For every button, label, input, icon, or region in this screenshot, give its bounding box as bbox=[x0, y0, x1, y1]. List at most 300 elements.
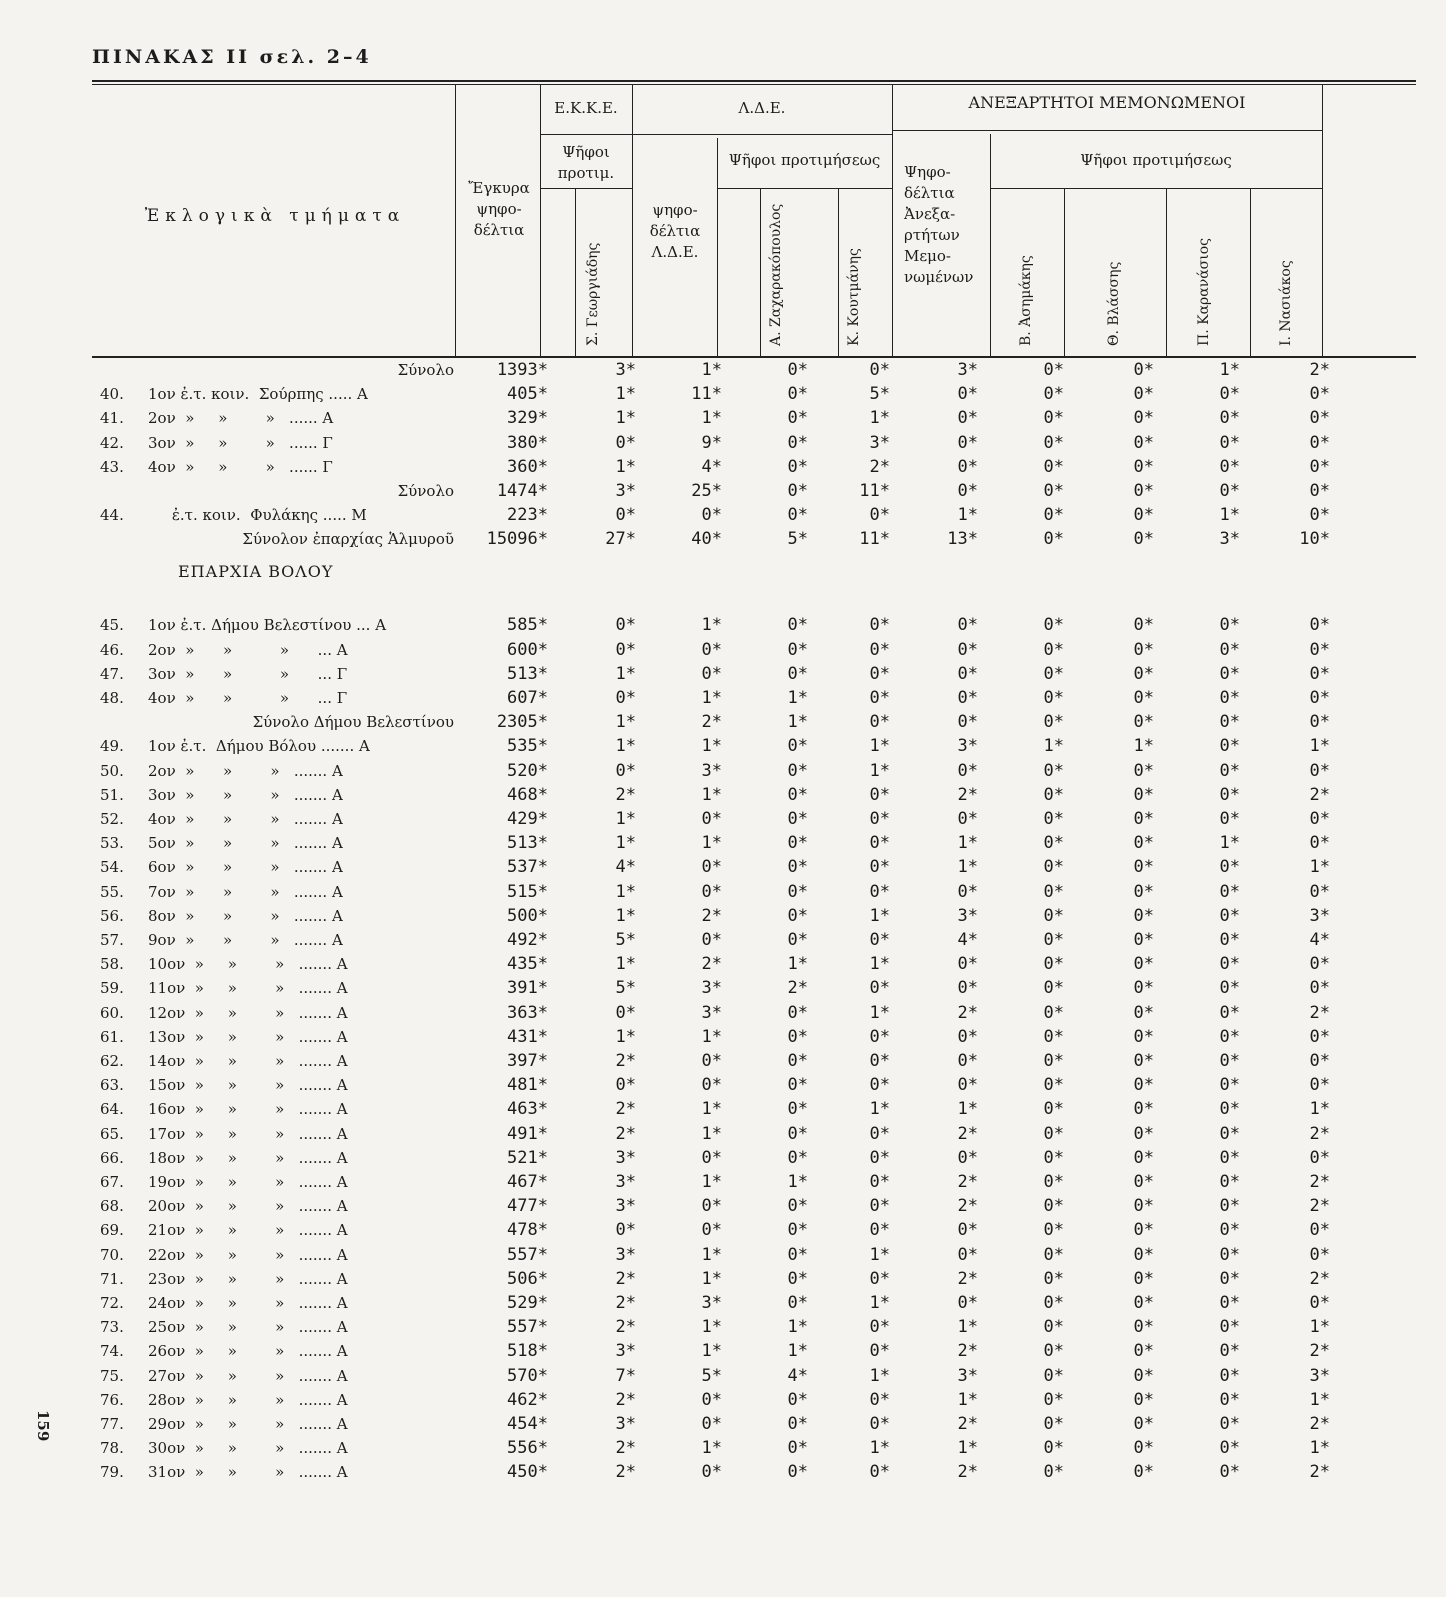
cell-value: 0* bbox=[957, 432, 978, 453]
cell-value: 3* bbox=[701, 760, 722, 781]
cell-value: 9* bbox=[701, 432, 722, 453]
cell-value: 0* bbox=[787, 1413, 808, 1434]
cell-value: 0* bbox=[869, 784, 890, 805]
cell-value: 0* bbox=[1133, 808, 1154, 829]
cell-value: 397* bbox=[507, 1050, 548, 1071]
cell-value: 0* bbox=[869, 360, 890, 380]
cell-value: 450* bbox=[507, 1462, 548, 1483]
cell-value: 0* bbox=[787, 881, 808, 902]
row-label: 3ον » » » ....... Α bbox=[148, 785, 343, 804]
cell-value: 40* bbox=[691, 529, 722, 550]
cell-value: 0* bbox=[787, 1050, 808, 1071]
cell-value: 0* bbox=[1043, 432, 1064, 453]
cell-value: 0* bbox=[869, 1196, 890, 1217]
cell-value: 0* bbox=[1043, 1389, 1064, 1410]
cell-value: 0* bbox=[869, 639, 890, 660]
cell-value: 0* bbox=[701, 929, 722, 950]
col-divider bbox=[760, 188, 761, 356]
cell-value: 0* bbox=[1219, 978, 1240, 999]
row-label: 16ον » » » ....... Α bbox=[148, 1100, 348, 1119]
cell-value: 0* bbox=[787, 808, 808, 829]
cell-value: 2* bbox=[957, 1268, 978, 1289]
cell-value: 0* bbox=[1219, 456, 1240, 477]
cell-value: 1* bbox=[1309, 857, 1330, 878]
cell-value: 3* bbox=[957, 736, 978, 757]
cell-value: 1* bbox=[615, 456, 636, 477]
cell-value: 0* bbox=[701, 1413, 722, 1434]
cell-value: 0* bbox=[701, 663, 722, 684]
header-ind-candidate-2: Θ. Βλάσσης bbox=[1106, 261, 1122, 346]
cell-value: 0* bbox=[1043, 1099, 1064, 1120]
cell-value: 0* bbox=[1309, 663, 1330, 684]
cell-value: 0* bbox=[869, 1147, 890, 1168]
cell-value: 0* bbox=[1043, 360, 1064, 380]
cell-value: 1* bbox=[615, 954, 636, 975]
cell-value: 0* bbox=[1309, 712, 1330, 733]
cell-value: 600* bbox=[507, 639, 548, 660]
cell-value: 1* bbox=[615, 808, 636, 829]
cell-value: 0* bbox=[1043, 1292, 1064, 1313]
row-divider bbox=[632, 134, 892, 135]
cell-value: 3* bbox=[615, 481, 636, 501]
row-label: 15ον » » » ....... Α bbox=[148, 1076, 348, 1095]
cell-value: 0* bbox=[1219, 954, 1240, 975]
cell-value: 0* bbox=[1133, 529, 1154, 550]
cell-value: 0* bbox=[957, 1147, 978, 1168]
cell-value: 4* bbox=[1309, 929, 1330, 950]
cell-value: 1* bbox=[1043, 736, 1064, 757]
row-number: 44. bbox=[100, 506, 124, 525]
row-label: 24ον » » » ....... Α bbox=[148, 1293, 348, 1312]
cell-value: 500* bbox=[507, 905, 548, 926]
header-lde: Λ.Δ.Ε. bbox=[738, 99, 786, 117]
col-divider bbox=[838, 188, 839, 356]
row-number: 67. bbox=[100, 1172, 124, 1191]
header-independents: ΑΝΕΞΑΡΤΗΤΟΙ ΜΕΜΟΝΩΜΕΝΟΙ bbox=[968, 93, 1246, 112]
cell-value: 570* bbox=[507, 1365, 548, 1386]
row-number: 45. bbox=[100, 616, 124, 635]
cell-value: 515* bbox=[507, 881, 548, 902]
cell-value: 2* bbox=[701, 954, 722, 975]
cell-value: 0* bbox=[869, 929, 890, 950]
cell-value: 0* bbox=[869, 833, 890, 854]
cell-value: 0* bbox=[1043, 1220, 1064, 1241]
cell-value: 0* bbox=[1133, 1317, 1154, 1338]
header-ekke-candidate: Σ. Γεωργιάδης bbox=[585, 242, 601, 346]
cell-value: 1* bbox=[787, 1171, 808, 1192]
cell-value: 477* bbox=[507, 1196, 548, 1217]
cell-value: 0* bbox=[1133, 1026, 1154, 1047]
row-number: 71. bbox=[100, 1269, 124, 1288]
cell-value: 0* bbox=[1043, 1317, 1064, 1338]
row-number: 68. bbox=[100, 1197, 124, 1216]
cell-value: 2* bbox=[957, 1171, 978, 1192]
cell-value: 0* bbox=[1133, 360, 1154, 380]
cell-value: 1* bbox=[869, 1438, 890, 1459]
cell-value: 0* bbox=[1219, 736, 1240, 757]
subtotal-label: Σύνολον ἐπαρχίας Ἁλμυροῦ bbox=[242, 530, 454, 549]
cell-value: 0* bbox=[1309, 1075, 1330, 1096]
cell-value: 0* bbox=[1219, 857, 1240, 878]
cell-value: 0* bbox=[1219, 905, 1240, 926]
cell-value: 557* bbox=[507, 1244, 548, 1265]
cell-value: 1* bbox=[957, 1099, 978, 1120]
cell-value: 0* bbox=[869, 712, 890, 733]
cell-value: 5* bbox=[615, 978, 636, 999]
cell-value: 0* bbox=[1133, 978, 1154, 999]
header-ind-pref: Ψῆφοι προτιμήσεως bbox=[1080, 151, 1232, 169]
cell-value: 521* bbox=[507, 1147, 548, 1168]
cell-value: 0* bbox=[957, 456, 978, 477]
cell-value: 3* bbox=[957, 1365, 978, 1386]
cell-value: 3* bbox=[615, 1413, 636, 1434]
row-number: 72. bbox=[100, 1293, 124, 1312]
cell-value: 0* bbox=[1219, 408, 1240, 429]
cell-value: 0* bbox=[1043, 1026, 1064, 1047]
cell-value: 2* bbox=[1309, 1171, 1330, 1192]
cell-value: 3* bbox=[701, 1292, 722, 1313]
row-number: 73. bbox=[100, 1318, 124, 1337]
cell-value: 2* bbox=[1309, 1123, 1330, 1144]
cell-value: 0* bbox=[1219, 1413, 1240, 1434]
cell-value: 3* bbox=[615, 1341, 636, 1362]
row-number: 52. bbox=[100, 809, 124, 828]
cell-value: 1* bbox=[701, 1268, 722, 1289]
cell-value: 0* bbox=[1219, 1438, 1240, 1459]
cell-value: 0* bbox=[1043, 784, 1064, 805]
cell-value: 0* bbox=[869, 1462, 890, 1483]
cell-value: 0* bbox=[1133, 1220, 1154, 1241]
cell-value: 0* bbox=[957, 615, 978, 636]
cell-value: 1* bbox=[701, 1317, 722, 1338]
cell-value: 0* bbox=[1043, 1268, 1064, 1289]
cell-value: 0* bbox=[957, 712, 978, 733]
row-divider bbox=[540, 134, 632, 135]
cell-value: 0* bbox=[1133, 1292, 1154, 1313]
cell-value: 0* bbox=[1043, 905, 1064, 926]
cell-value: 0* bbox=[869, 1123, 890, 1144]
cell-value: 0* bbox=[1133, 760, 1154, 781]
cell-value: 0* bbox=[787, 1438, 808, 1459]
cell-value: 2* bbox=[957, 1123, 978, 1144]
cell-value: 0* bbox=[787, 1389, 808, 1410]
cell-value: 0* bbox=[957, 481, 978, 501]
cell-value: 1* bbox=[615, 663, 636, 684]
cell-value: 0* bbox=[701, 881, 722, 902]
cell-value: 0* bbox=[869, 1026, 890, 1047]
cell-value: 0* bbox=[1133, 833, 1154, 854]
cell-value: 0* bbox=[1219, 1002, 1240, 1023]
cell-value: 0* bbox=[1133, 881, 1154, 902]
header-lde-ballots: ψηφο- δέλτια Λ.Δ.Ε. bbox=[649, 201, 701, 261]
row-label: 5ον » » » ....... Α bbox=[148, 834, 343, 853]
row-number: 61. bbox=[100, 1027, 124, 1046]
cell-value: 0* bbox=[1219, 432, 1240, 453]
row-label: 7ον » » » ....... Α bbox=[148, 882, 343, 901]
row-number: 54. bbox=[100, 858, 124, 877]
cell-value: 0* bbox=[1043, 1341, 1064, 1362]
cell-value: 2* bbox=[1309, 784, 1330, 805]
row-number: 79. bbox=[100, 1463, 124, 1482]
row-label: 4ον » » » ... Γ bbox=[148, 688, 348, 707]
row-label: 3ον » » » ...... Γ bbox=[148, 433, 333, 452]
cell-value: 1393* bbox=[496, 360, 548, 380]
col-divider bbox=[1322, 84, 1323, 356]
row-number: 43. bbox=[100, 457, 124, 476]
row-number: 50. bbox=[100, 761, 124, 780]
cell-value: 478* bbox=[507, 1220, 548, 1241]
cell-value: 1* bbox=[701, 408, 722, 429]
row-label: 21ον » » » ....... Α bbox=[148, 1221, 348, 1240]
cell-value: 435* bbox=[507, 954, 548, 975]
cell-value: 0* bbox=[787, 784, 808, 805]
cell-value: 0* bbox=[787, 1123, 808, 1144]
cell-value: 0* bbox=[787, 1292, 808, 1313]
row-number: 76. bbox=[100, 1390, 124, 1409]
row-number: 49. bbox=[100, 737, 124, 756]
cell-value: 0* bbox=[787, 1462, 808, 1483]
cell-value: 0* bbox=[1043, 456, 1064, 477]
cell-value: 0* bbox=[957, 1292, 978, 1313]
cell-value: 1* bbox=[1309, 1099, 1330, 1120]
row-label: 8ον » » » ....... Α bbox=[148, 906, 343, 925]
row-divider bbox=[892, 130, 1322, 131]
cell-value: 1* bbox=[787, 712, 808, 733]
cell-value: 0* bbox=[1219, 808, 1240, 829]
cell-value: 0* bbox=[1133, 1123, 1154, 1144]
row-number: 60. bbox=[100, 1003, 124, 1022]
cell-value: 0* bbox=[1043, 978, 1064, 999]
top-rule bbox=[92, 80, 1416, 82]
row-number: 57. bbox=[100, 930, 124, 949]
cell-value: 0* bbox=[1309, 505, 1330, 526]
row-divider bbox=[717, 188, 892, 189]
cell-value: 223* bbox=[507, 505, 548, 526]
cell-value: 0* bbox=[1043, 808, 1064, 829]
cell-value: 0* bbox=[957, 384, 978, 405]
cell-value: 0* bbox=[1219, 663, 1240, 684]
cell-value: 11* bbox=[859, 481, 890, 501]
cell-value: 0* bbox=[1043, 687, 1064, 708]
cell-value: 2* bbox=[615, 1317, 636, 1338]
page-title: ΠΙΝΑΚΑΣ ΙΙ σελ. 2–4 bbox=[92, 46, 372, 68]
cell-value: 1* bbox=[701, 833, 722, 854]
cell-value: 0* bbox=[1309, 408, 1330, 429]
top-rule-2 bbox=[92, 84, 1416, 85]
col-divider bbox=[632, 84, 633, 356]
cell-value: 2* bbox=[1309, 1002, 1330, 1023]
cell-value: 11* bbox=[691, 384, 722, 405]
row-label: 3ον » » » ... Γ bbox=[148, 664, 348, 683]
cell-value: 2* bbox=[615, 1292, 636, 1313]
col-divider bbox=[1250, 188, 1251, 356]
cell-value: 0* bbox=[1043, 529, 1064, 550]
row-number: 59. bbox=[100, 979, 124, 998]
row-number: 62. bbox=[100, 1051, 124, 1070]
cell-value: 0* bbox=[1309, 760, 1330, 781]
cell-value: 1* bbox=[1309, 736, 1330, 757]
row-label: 20ον » » » ....... Α bbox=[148, 1197, 348, 1216]
cell-value: 0* bbox=[787, 639, 808, 660]
cell-value: 520* bbox=[507, 760, 548, 781]
cell-value: 0* bbox=[957, 639, 978, 660]
cell-value: 0* bbox=[1043, 954, 1064, 975]
cell-value: 3* bbox=[1309, 905, 1330, 926]
cell-value: 0* bbox=[1219, 1389, 1240, 1410]
cell-value: 0* bbox=[1309, 978, 1330, 999]
cell-value: 3* bbox=[957, 360, 978, 380]
cell-value: 0* bbox=[1309, 615, 1330, 636]
cell-value: 2* bbox=[615, 1050, 636, 1071]
cell-value: 0* bbox=[869, 808, 890, 829]
row-label: 13ον » » » ....... Α bbox=[148, 1027, 348, 1046]
cell-value: 1* bbox=[1309, 1317, 1330, 1338]
cell-value: 1* bbox=[957, 1317, 978, 1338]
cell-value: 3* bbox=[615, 1171, 636, 1192]
cell-value: 3* bbox=[1219, 529, 1240, 550]
section-title: ΕΠΑΡΧΙΑ ΒΟΛΟΥ bbox=[178, 561, 334, 581]
cell-value: 2* bbox=[1309, 1413, 1330, 1434]
cell-value: 0* bbox=[1133, 1147, 1154, 1168]
cell-value: 0* bbox=[1219, 1462, 1240, 1483]
cell-value: 1* bbox=[957, 833, 978, 854]
cell-value: 491* bbox=[507, 1123, 548, 1144]
cell-value: 1* bbox=[1219, 833, 1240, 854]
cell-value: 0* bbox=[615, 432, 636, 453]
cell-value: 0* bbox=[1219, 1099, 1240, 1120]
row-label: 30ον » » » ....... Α bbox=[148, 1439, 348, 1458]
row-number: 70. bbox=[100, 1245, 124, 1264]
cell-value: 1* bbox=[869, 1099, 890, 1120]
cell-value: 0* bbox=[1133, 615, 1154, 636]
cell-value: 467* bbox=[507, 1171, 548, 1192]
row-label: 25ον » » » ....... Α bbox=[148, 1318, 348, 1337]
col-divider bbox=[1166, 188, 1167, 356]
cell-value: 11* bbox=[859, 529, 890, 550]
cell-value: 405* bbox=[507, 384, 548, 405]
cell-value: 0* bbox=[1309, 384, 1330, 405]
row-number: 58. bbox=[100, 955, 124, 974]
cell-value: 537* bbox=[507, 857, 548, 878]
cell-value: 0* bbox=[1219, 784, 1240, 805]
row-label: 18ον » » » ....... Α bbox=[148, 1148, 348, 1167]
cell-value: 3* bbox=[701, 1002, 722, 1023]
row-number: 51. bbox=[100, 785, 124, 804]
cell-value: 0* bbox=[787, 360, 808, 380]
cell-value: 1* bbox=[701, 1123, 722, 1144]
cell-value: 0* bbox=[701, 1389, 722, 1410]
cell-value: 0* bbox=[787, 663, 808, 684]
cell-value: 0* bbox=[1309, 687, 1330, 708]
subtotal-label: Σύνολο Δήμου Βελεστίνου bbox=[252, 713, 454, 732]
cell-value: 1* bbox=[957, 1438, 978, 1459]
cell-value: 2* bbox=[787, 978, 808, 999]
cell-value: 0* bbox=[1133, 663, 1154, 684]
cell-value: 0* bbox=[1219, 687, 1240, 708]
cell-value: 1* bbox=[615, 905, 636, 926]
cell-value: 1* bbox=[787, 1341, 808, 1362]
row-label: 28ον » » » ....... Α bbox=[148, 1390, 348, 1409]
cell-value: 0* bbox=[869, 1075, 890, 1096]
cell-value: 0* bbox=[1219, 615, 1240, 636]
cell-value: 0* bbox=[1043, 1365, 1064, 1386]
cell-value: 3* bbox=[615, 1147, 636, 1168]
cell-value: 3* bbox=[615, 360, 636, 380]
cell-value: 2* bbox=[869, 456, 890, 477]
row-label: 11ον » » » ....... Α bbox=[148, 979, 348, 998]
cell-value: 1* bbox=[869, 1002, 890, 1023]
cell-value: 0* bbox=[1043, 929, 1064, 950]
cell-value: 0* bbox=[869, 857, 890, 878]
row-label: 6ον » » » ....... Α bbox=[148, 858, 343, 877]
row-number: 65. bbox=[100, 1124, 124, 1143]
cell-value: 518* bbox=[507, 1341, 548, 1362]
cell-value: 13* bbox=[947, 529, 978, 550]
cell-value: 2* bbox=[957, 1002, 978, 1023]
cell-value: 0* bbox=[869, 1171, 890, 1192]
cell-value: 0* bbox=[1043, 1438, 1064, 1459]
cell-value: 0* bbox=[1219, 384, 1240, 405]
cell-value: 0* bbox=[615, 1002, 636, 1023]
cell-value: 1* bbox=[869, 736, 890, 757]
cell-value: 1* bbox=[787, 954, 808, 975]
cell-value: 0* bbox=[787, 929, 808, 950]
cell-value: 0* bbox=[1043, 857, 1064, 878]
cell-value: 0* bbox=[787, 1075, 808, 1096]
cell-value: 3* bbox=[1309, 1365, 1330, 1386]
cell-value: 1474* bbox=[496, 481, 548, 501]
cell-value: 0* bbox=[957, 978, 978, 999]
cell-value: 0* bbox=[787, 833, 808, 854]
cell-value: 1* bbox=[701, 615, 722, 636]
cell-value: 0* bbox=[1219, 1365, 1240, 1386]
cell-value: 513* bbox=[507, 833, 548, 854]
cell-value: 0* bbox=[615, 687, 636, 708]
row-label: 2ον » » » ....... Α bbox=[148, 761, 343, 780]
cell-value: 0* bbox=[1219, 639, 1240, 660]
cell-value: 0* bbox=[1043, 1171, 1064, 1192]
subtotal-label: Σύνολο bbox=[397, 361, 454, 379]
row-number: 69. bbox=[100, 1221, 124, 1240]
cell-value: 492* bbox=[507, 929, 548, 950]
row-label: 9ον » » » ....... Α bbox=[148, 930, 343, 949]
cell-value: 391* bbox=[507, 978, 548, 999]
cell-value: 0* bbox=[869, 978, 890, 999]
cell-value: 0* bbox=[1219, 1244, 1240, 1265]
cell-value: 25* bbox=[691, 481, 722, 501]
cell-value: 0* bbox=[869, 1268, 890, 1289]
cell-value: 0* bbox=[787, 615, 808, 636]
cell-value: 0* bbox=[787, 1002, 808, 1023]
cell-value: 468* bbox=[507, 784, 548, 805]
cell-value: 0* bbox=[787, 1244, 808, 1265]
header-ind-candidate-3: Π. Καρανάσιος bbox=[1196, 238, 1212, 346]
cell-value: 5* bbox=[787, 529, 808, 550]
cell-value: 1* bbox=[701, 784, 722, 805]
cell-value: 0* bbox=[869, 881, 890, 902]
cell-value: 2* bbox=[615, 1462, 636, 1483]
cell-value: 0* bbox=[1133, 1389, 1154, 1410]
cell-value: 0* bbox=[1043, 481, 1064, 501]
cell-value: 0* bbox=[1043, 615, 1064, 636]
cell-value: 607* bbox=[507, 687, 548, 708]
cell-value: 1* bbox=[615, 833, 636, 854]
row-number: 74. bbox=[100, 1342, 124, 1361]
cell-value: 0* bbox=[701, 639, 722, 660]
cell-value: 1* bbox=[615, 408, 636, 429]
row-label: 4ον » » » ....... Α bbox=[148, 809, 343, 828]
cell-value: 0* bbox=[1133, 784, 1154, 805]
